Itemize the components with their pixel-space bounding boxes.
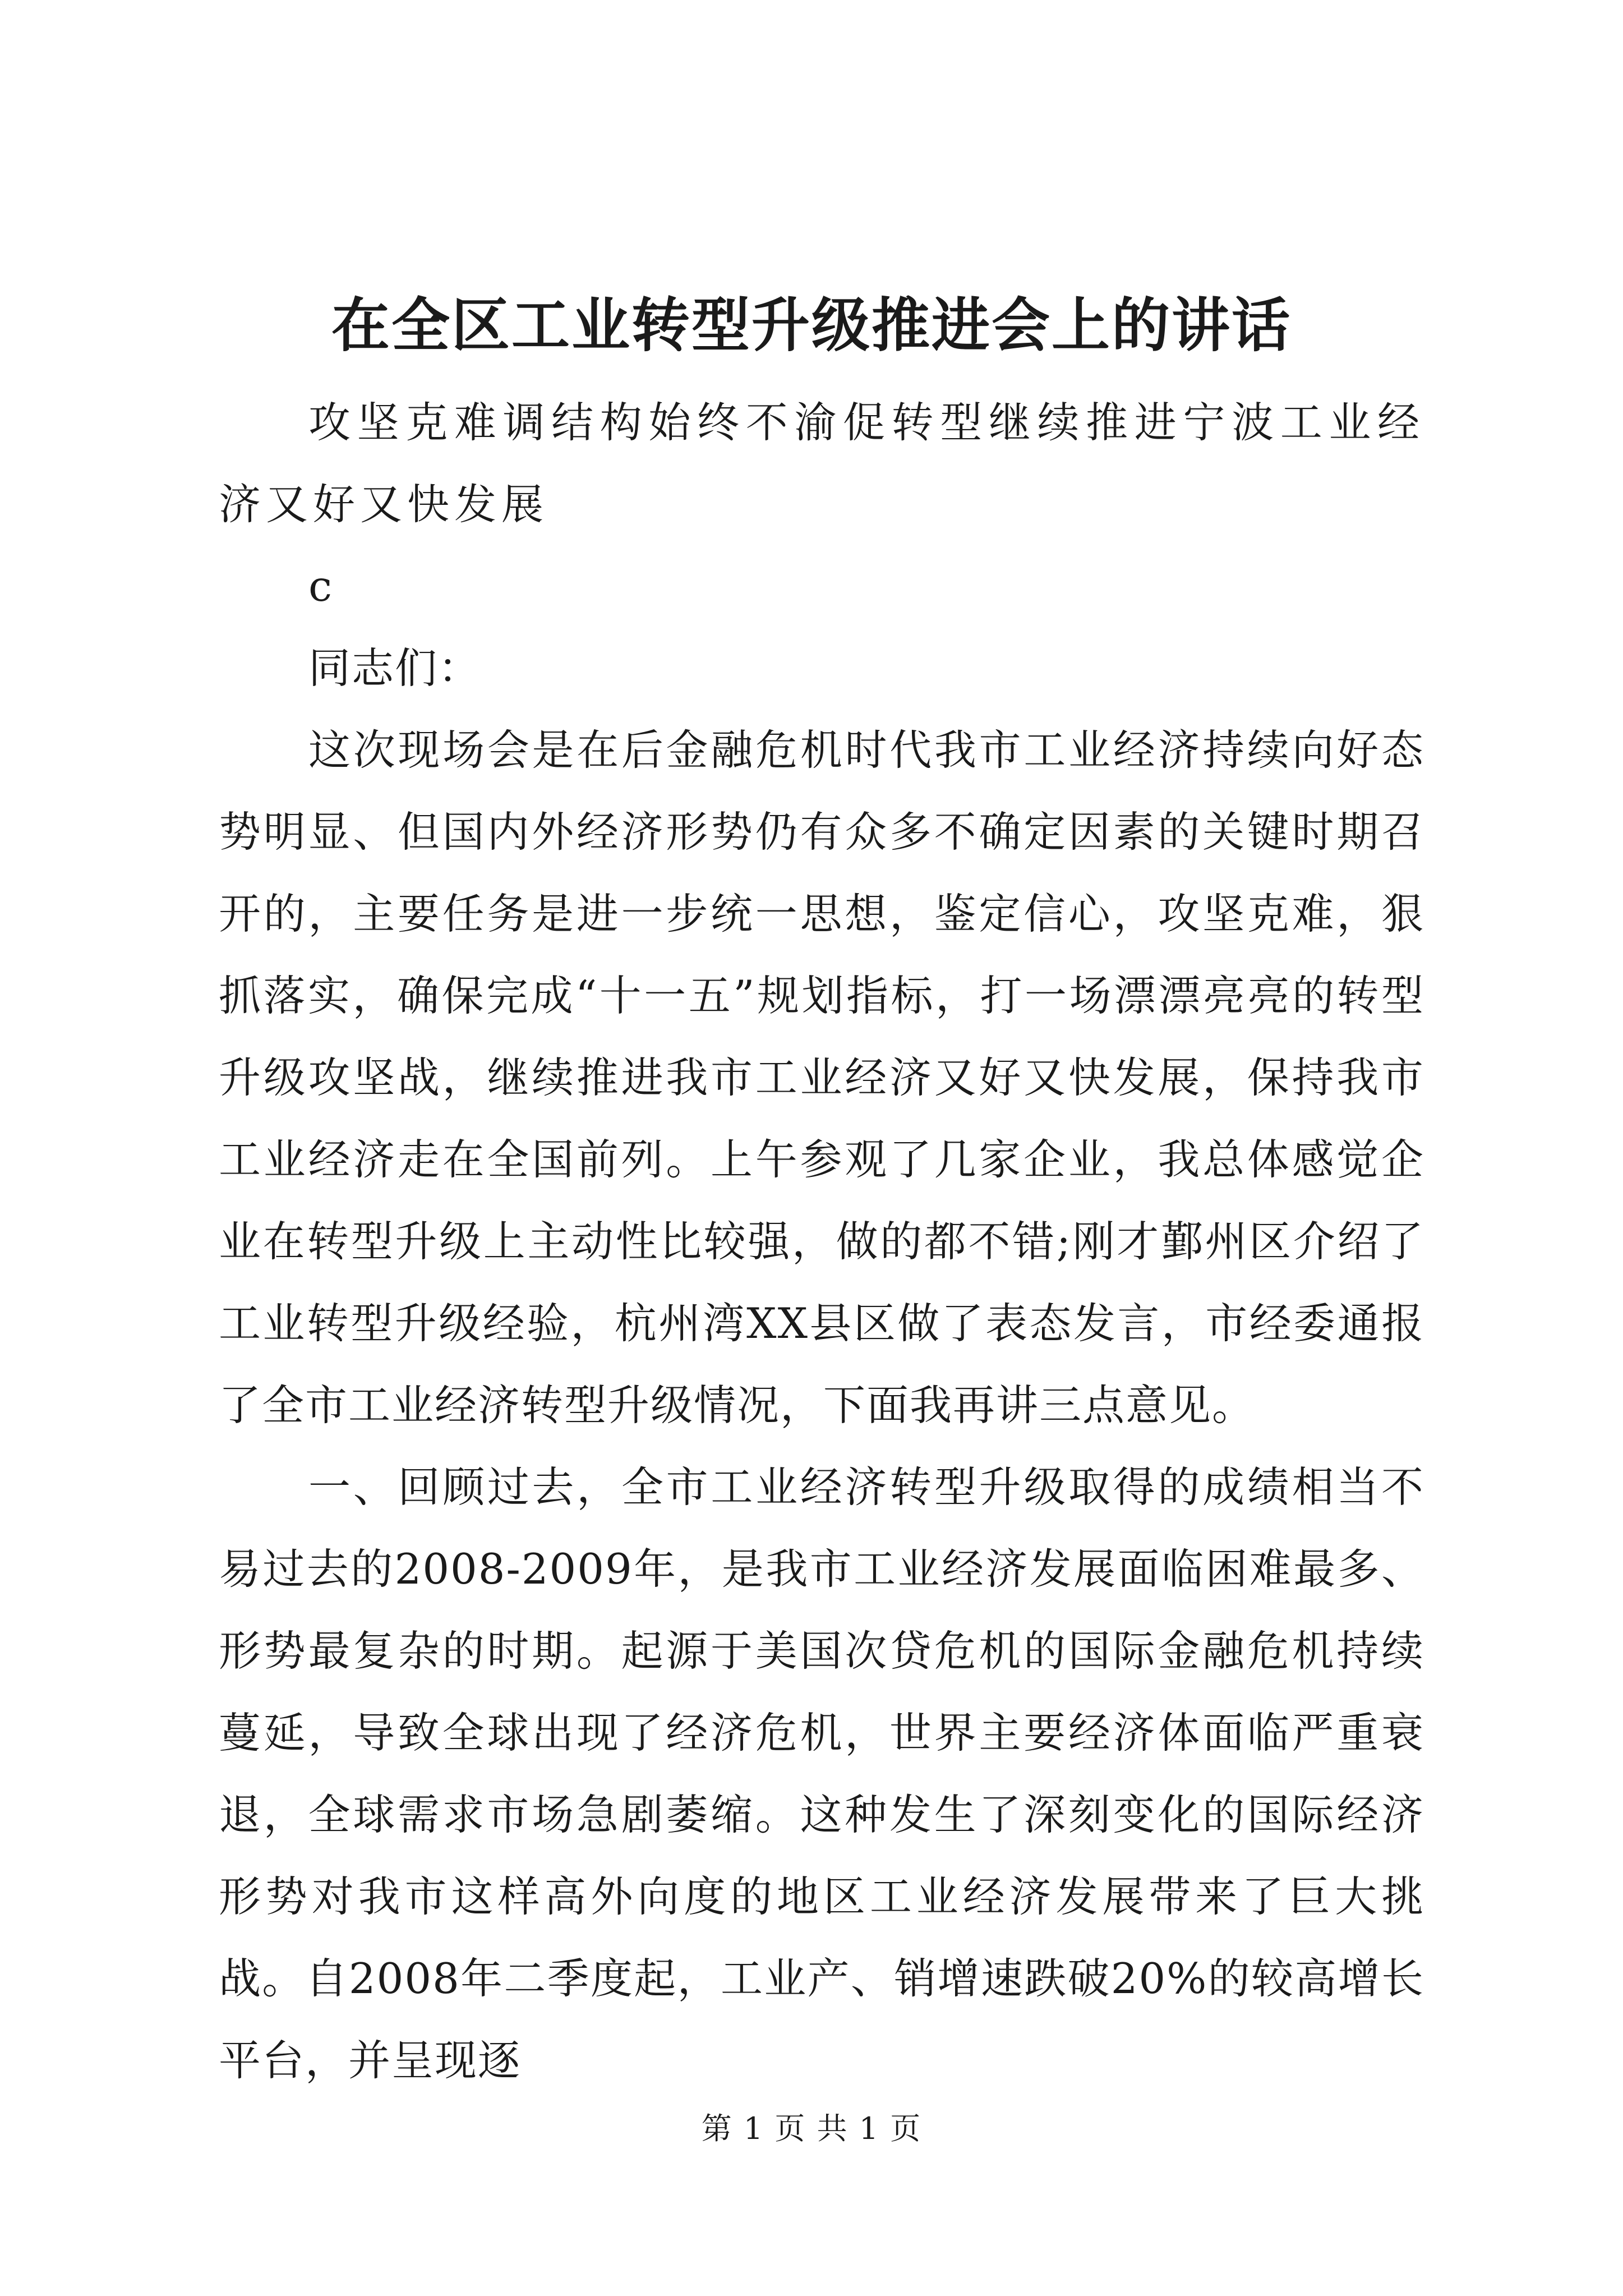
body-paragraph: 一、回顾过去，全市工业经济转型升级取得的成绩相当不易过去的2008-2009年，是我市工业经济发展面临困难最多、形势最复杂的时期。起源于美国次贷危机的国际金融危机持续蔓延，导致全球出现了经济危机，世界主要经济体面临严重衰退，全球需求市场急剧萎缩。这种发生了深刻变化的国际经济形势对我市这样高外向度的地区工业经济发展带来了巨大挑战。自2008年二季度起，工业产、销增速跌破20%的较高增长平台，并呈现逐 xyxy=(219,1462,1424,2085)
body-paragraph: 这次现场会是在后金融危机时代我市工业经济持续向好态势明显、但国内外经济形势仍有众多不确定因素的关键时期召开的，主要任务是进一步统一思想，鉴定信心，攻坚克难，狠抓落实，确保完成“十一五”规划指标，打一场漂漂亮亮的转型升级攻坚战，继续推进我市工业经济又好又快发展，保持我市工业经济走在全国前列。上午参观了几家企业，我总体感觉企业在转型升级上主动性比较强，做的都不错;刚才鄞州区介绍了工业转型升级经验，杭州湾XX县区做了表态发言，市经委通报了全市工业经济转型升级情况，下面我再讲三点意见。 xyxy=(219,725,1424,1430)
salutation-paragraph: 同志们： xyxy=(308,643,482,693)
subtitle-paragraph: 攻坚克难调结构始终不渝促转型继续推进宁波工业经济又好又快发展 xyxy=(219,398,1424,529)
page-footer: 第 1 页 共 1 页 xyxy=(701,2111,922,2146)
document-title: 在全区工业转型升级推进会上的讲话 xyxy=(331,291,1292,360)
document-body xyxy=(219,381,1424,2101)
marker-paragraph: c xyxy=(308,562,334,611)
